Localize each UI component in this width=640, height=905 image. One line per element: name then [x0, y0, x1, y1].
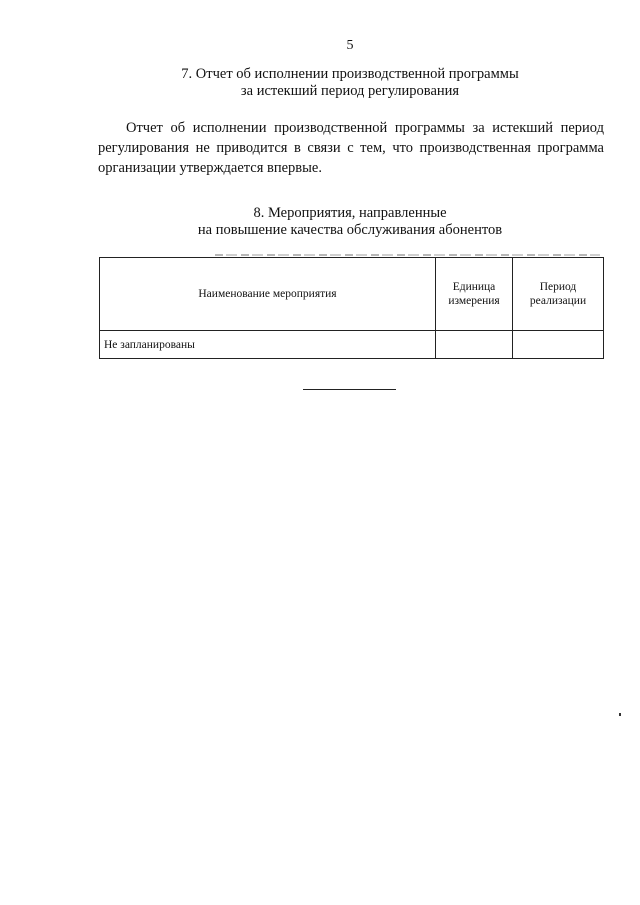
- section-8-heading: [0, 205, 640, 239]
- section-7-heading: [0, 66, 640, 100]
- end-rule-divider: [303, 389, 396, 390]
- cell-unit: [436, 331, 513, 359]
- section-7-paragraph: Отчет об исполнении производственной программы за истекший период регулирования не приводится в связи с тем, что производственная программа организации утверждается впервые.: [98, 120, 604, 176]
- header-period-line-2: реализации: [529, 295, 587, 307]
- section-8-title-line-1: 8. Мероприятия, направленные: [253, 205, 447, 221]
- table-row: [100, 331, 604, 359]
- header-activity-name: Наименование мероприятия: [100, 258, 436, 331]
- page-number: 5: [346, 38, 354, 53]
- table-header-row: [100, 258, 604, 331]
- cell-activity-name: Не запланированы: [100, 331, 436, 359]
- section-7-title-line-2: за истекший период регулирования: [240, 83, 460, 99]
- scan-artifact-strip: [215, 254, 600, 256]
- header-period: [513, 258, 604, 331]
- header-period-line-1: Период: [539, 281, 577, 293]
- header-unit-line-2: измерения: [448, 295, 500, 307]
- scan-artifact-dot: [619, 713, 621, 716]
- header-unit: [436, 258, 513, 331]
- section-8-title-line-2: на повышение качества обслуживания абонентов: [197, 222, 503, 238]
- header-unit-line-1: Единица: [452, 281, 496, 293]
- measures-table: [99, 257, 604, 359]
- section-7-title-line-1: 7. Отчет об исполнении производственной программы: [181, 66, 519, 82]
- cell-period: [513, 331, 604, 359]
